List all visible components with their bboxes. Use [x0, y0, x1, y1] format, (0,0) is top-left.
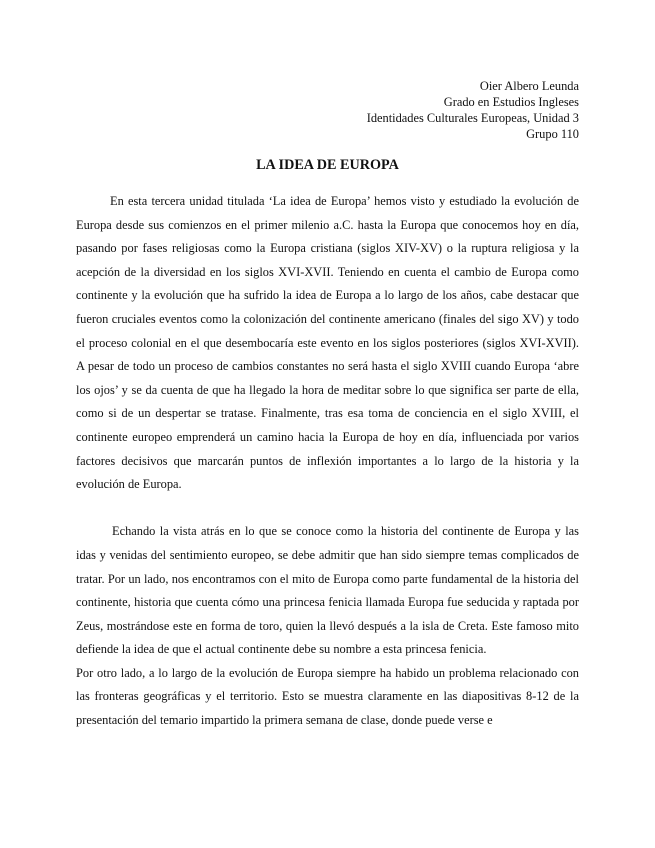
- document-title: LA IDEA DE EUROPA: [256, 157, 399, 173]
- paragraph-intro: En esta tercera unidad titulada ‘La idea de Europa’ hemos visto y estudiado la evolución de Europa desde sus comienzos en el primer milenio a.C. hasta la Europa que conocemos hoy en día, pasando por fases religiosas como la Europa cristiana (siglos XIV-XV) o la ruptura religiosa y la acepción de la diversidad en los siglos XVI-XVII. Teniendo en cuenta el cambio de Europa como continente y la evolución que ha sufrido la idea de Europa a lo largo de los años, cabe destacar que fueron cruciales eventos como la colonización del continente americano (finales del sigo XV) y todo el proceso colonial en el que desembocaría este evento en los siglos posteriores (siglos XVI-XVII). A pesar de todo un proceso de cambios constantes no será hasta el siglo XVIII cuando Europa ‘abre los ojos’ y se da cuenta de que ha llegado la hora de meditar sobre lo que significa ser parte de ella, como si de un despertar se tratase. Finalmente, tras esa toma de conciencia en el siglo XVIII, el continente europeo emprenderá un camino hacia la Europa de hoy en día, influenciada por varios factores decisivos que marcarán puntos de inflexión importantes a lo largo de la historia y la evolución de Europa.: [76, 194, 579, 492]
- document-body: [76, 190, 579, 733]
- paragraph-borders: Por otro lado, a lo largo de la evolución de Europa siempre ha habido un problema relacionado con las fronteras geográficas y el territorio. Esto se muestra claramente en las diapositivas 8-12 de la presentación del temario impartido la primera semana de clase, donde puede verse e: [76, 665, 579, 728]
- author-name: Oier Albero Leunda: [479, 79, 579, 93]
- course-name: Identidades Culturales Europeas, Unidad 3: [366, 111, 579, 125]
- group-name: Grupo 110: [526, 127, 579, 141]
- paragraph-myth: Echando la vista atrás en lo que se conoce como la historia del continente de Europa y las idas y venidas del sentimiento europeo, se debe admitir que han sido siempre temas complicados de tratar. Por un lado, nos encontramos con el mito de Europa como parte fundamental de la historia del continente, historia que cuenta cómo una princesa fenicia llamada Europa fue seducida y raptada por Zeus, mostrándose este en forma de toro, quien la llevó después a la isla de Creta. Este famoso mito defiende la idea de que el actual continente debe su nombre a esta princesa fenicia.: [76, 524, 579, 657]
- author-header: [367, 78, 579, 142]
- degree-name: Grado en Estudios Ingleses: [443, 95, 579, 109]
